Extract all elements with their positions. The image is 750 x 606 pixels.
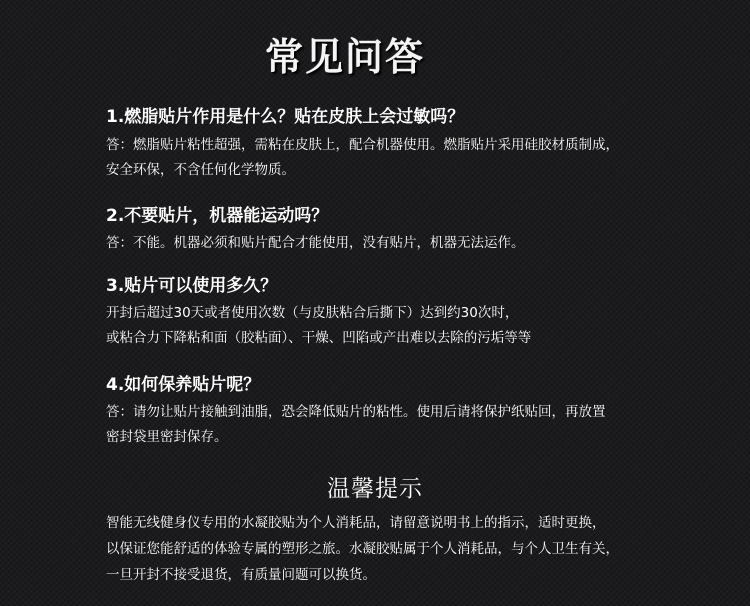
faq-answer-1 <box>106 133 619 183</box>
faq-answer-3-line-2: 或粘合力下降粘和面（胶粘面）、干燥、凹陷或产出难以去除的污垢等等 <box>106 330 532 346</box>
faq-answer-2-line-1: 答：不能。机器必须和贴片配合才能使用，没有贴片，机器无法运作。 <box>106 235 525 251</box>
tips-line-2: 以保证您能舒适的体验专属的塑形之旅。水凝胶贴属于个人消耗品，与个人卫生有关， <box>106 541 619 557</box>
faq-answer-3-line-1: 开封后超过30天或者使用次数（与皮肤粘合后撕下）达到约30次时， <box>106 305 519 321</box>
faq-question-3: 3.贴片可以使用多久？ <box>106 276 278 296</box>
faq-answer-1-line-1: 答：燃脂贴片粘性超强，需粘在皮肤上，配合机器使用。燃脂贴片采用硅胶材质制成， <box>106 137 619 153</box>
faq-answer-2 <box>106 231 525 256</box>
page-title: 常见问答 <box>264 35 425 79</box>
faq-question-2: 2.不要贴片，机器能运动吗？ <box>106 206 329 226</box>
faq-answer-4-line-2: 密封袋里密封保存。 <box>106 429 228 445</box>
faq-answer-3 <box>106 301 531 351</box>
tips-line-3: 一旦开封不接受退货，有质量问题可以换货。 <box>106 567 376 583</box>
faq-answer-4-line-1: 答：请勿让贴片接触到油脂，恐会降低贴片的粘性。使用后请将保护纸贴回，再放置 <box>106 404 606 420</box>
faq-answer-4 <box>106 400 606 450</box>
faq-question-1: 1.燃脂贴片作用是什么？贴在皮肤上会过敏吗？ <box>106 107 465 127</box>
tips-title: 温馨提示 <box>327 476 423 502</box>
tips-line-1: 智能无线健身仪专用的水凝胶贴为个人消耗品，请留意说明书上的指示，适时更换， <box>106 515 606 531</box>
faq-question-4: 4.如何保养贴片呢？ <box>106 375 261 395</box>
faq-answer-1-line-2: 安全环保，不含任何化学物质。 <box>106 162 295 178</box>
tips-body <box>106 510 619 588</box>
